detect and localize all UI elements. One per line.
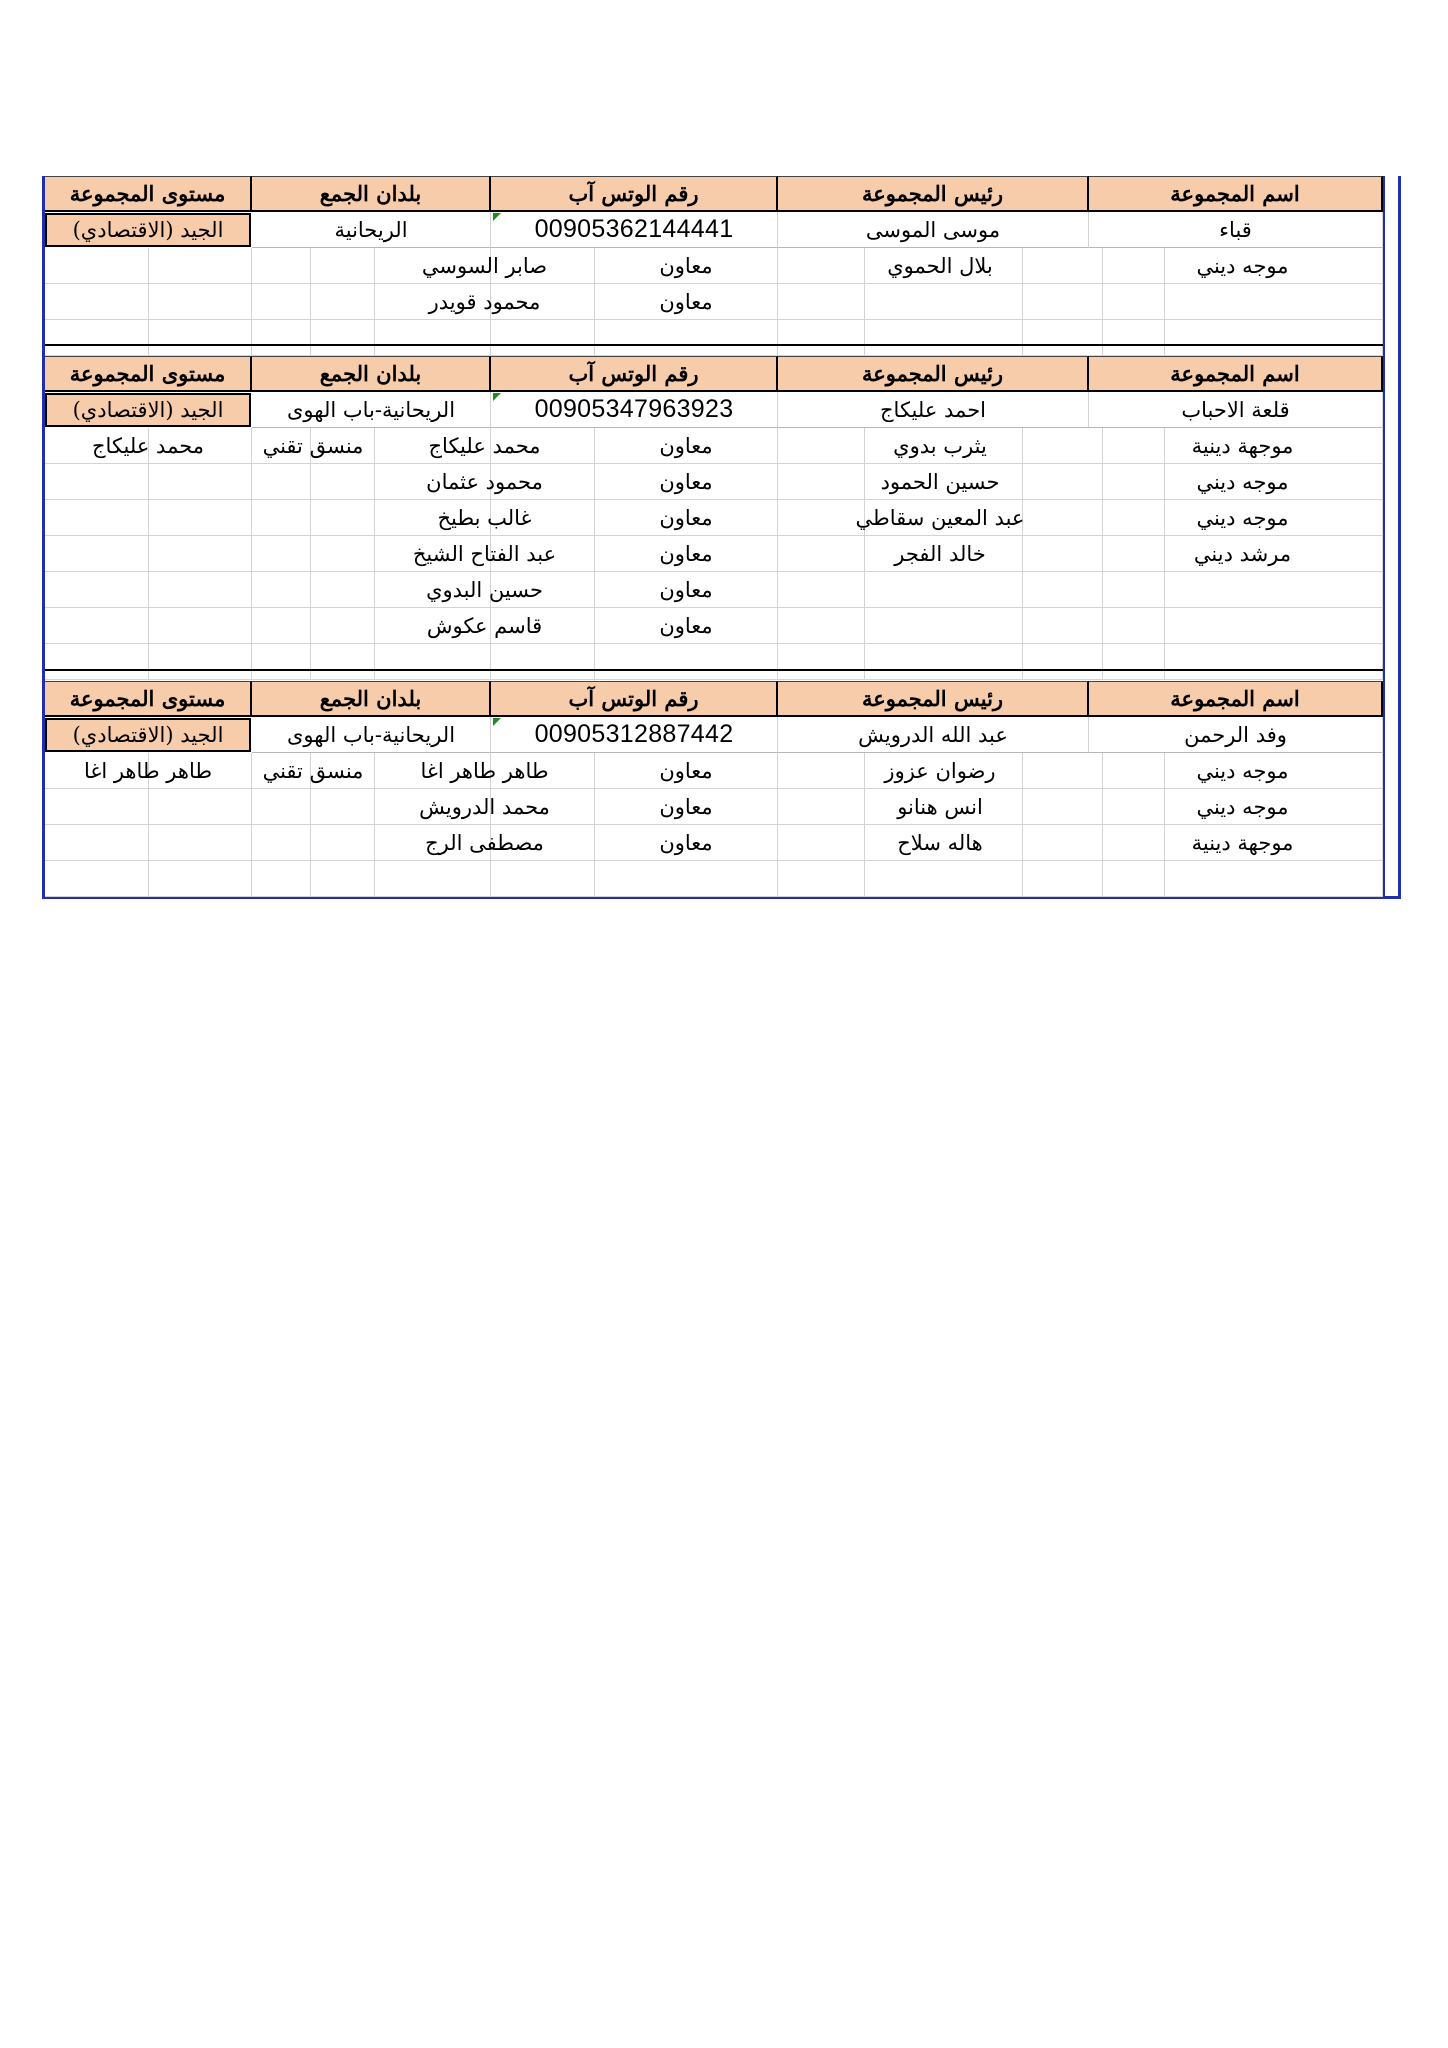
grid-cell[interactable] <box>252 608 311 644</box>
grid-cell[interactable] <box>45 320 149 356</box>
group-name[interactable]: قلعة الاحباب <box>1089 392 1383 428</box>
coordinator-role[interactable]: منسق تقني <box>252 753 375 789</box>
grid-cell[interactable] <box>149 608 252 644</box>
grid-cell[interactable] <box>1103 861 1165 897</box>
member-person[interactable]: بلال الحموي <box>778 248 1103 284</box>
cell-note-indicator <box>493 213 501 221</box>
member-person[interactable]: خالد الفجر <box>778 536 1103 572</box>
header-countries: بلدان الجمع <box>252 356 491 392</box>
header-level: مستوى المجموعة <box>45 681 252 717</box>
assistant-role[interactable]: معاون <box>595 753 778 789</box>
grid-cell[interactable] <box>252 320 311 356</box>
header-whatsapp: رقم الوتس آب <box>491 356 778 392</box>
grid-cell[interactable] <box>45 464 149 500</box>
whatsapp-number[interactable]: 00905312887442 <box>491 717 778 753</box>
member-person[interactable] <box>778 284 1103 320</box>
coordinator-role[interactable]: منسق تقني <box>252 428 375 464</box>
grid-cell[interactable] <box>149 572 252 608</box>
grid-cell[interactable] <box>1023 320 1103 356</box>
member-role[interactable]: موجه ديني <box>1103 789 1383 825</box>
member-person[interactable]: حسين الحمود <box>778 464 1103 500</box>
grid-cell[interactable] <box>311 248 375 284</box>
grid-cell[interactable] <box>252 248 311 284</box>
grid-cell[interactable] <box>311 572 375 608</box>
grid-cell[interactable] <box>149 825 252 861</box>
assistant-name[interactable]: محمد الدرويش <box>375 789 595 825</box>
collection-countries[interactable]: الريحانية <box>252 212 491 248</box>
grid-cell[interactable] <box>311 464 375 500</box>
grid-cell[interactable] <box>491 861 595 897</box>
grid-cell[interactable] <box>149 464 252 500</box>
header-level: مستوى المجموعة <box>45 176 252 212</box>
grid-cell[interactable] <box>491 644 595 680</box>
collection-countries[interactable]: الريحانية-باب الهوى <box>252 392 491 428</box>
grid-cell[interactable] <box>311 284 375 320</box>
header-whatsapp: رقم الوتس آب <box>491 176 778 212</box>
cell-note-indicator <box>493 393 501 401</box>
grid-cell[interactable] <box>595 861 778 897</box>
spreadsheet-sheet <box>42 176 1401 899</box>
header-leader: رئيس المجموعة <box>778 356 1089 392</box>
member-person[interactable]: انس هنانو <box>778 789 1103 825</box>
header-leader: رئيس المجموعة <box>778 176 1089 212</box>
member-role[interactable]: موجه ديني <box>1103 753 1383 789</box>
assistant-name[interactable]: عبد الفتاح الشيخ <box>375 536 595 572</box>
assistant-name[interactable]: طاهر طاهر اغا <box>375 753 595 789</box>
grid-cell[interactable] <box>45 789 149 825</box>
whatsapp-number[interactable]: 00905347963923 <box>491 392 778 428</box>
member-role[interactable]: موجهة دينية <box>1103 825 1383 861</box>
header-level: مستوى المجموعة <box>45 356 252 392</box>
header-whatsapp: رقم الوتس آب <box>491 681 778 717</box>
grid-cell[interactable] <box>1165 320 1383 356</box>
grid-cell[interactable] <box>149 284 252 320</box>
grid-cell[interactable] <box>311 536 375 572</box>
grid-cell[interactable] <box>252 572 311 608</box>
grid-cell[interactable] <box>1165 861 1383 897</box>
group-name[interactable]: وفد الرحمن <box>1089 717 1383 753</box>
grid-cell[interactable] <box>252 644 311 680</box>
grid-cell[interactable] <box>252 825 311 861</box>
assistant-name[interactable]: محمود قويدر <box>375 284 595 320</box>
member-role[interactable] <box>1103 572 1383 608</box>
grid-cell[interactable] <box>1165 644 1383 680</box>
grid-cell[interactable] <box>375 861 491 897</box>
collection-countries[interactable]: الريحانية-باب الهوى <box>252 717 491 753</box>
member-role[interactable]: موجهة دينية <box>1103 428 1383 464</box>
grid-cell[interactable] <box>778 861 865 897</box>
grid-cell[interactable] <box>149 536 252 572</box>
header-countries: بلدان الجمع <box>252 681 491 717</box>
grid-cell[interactable] <box>45 284 149 320</box>
grid-cell[interactable] <box>252 284 311 320</box>
grid-cell[interactable] <box>311 789 375 825</box>
member-role[interactable] <box>1103 284 1383 320</box>
member-role[interactable]: موجه ديني <box>1103 248 1383 284</box>
grid-cell[interactable] <box>311 825 375 861</box>
assistant-role[interactable]: معاون <box>595 284 778 320</box>
grid-cell[interactable] <box>149 248 252 284</box>
member-person[interactable] <box>778 572 1103 608</box>
grid-cell[interactable] <box>1023 861 1103 897</box>
grid-cell[interactable] <box>149 644 252 680</box>
grid-cell[interactable] <box>149 320 252 356</box>
member-role[interactable] <box>1103 608 1383 644</box>
grid-cell[interactable] <box>45 536 149 572</box>
grid-cell[interactable] <box>149 500 252 536</box>
grid-cell[interactable] <box>865 320 1023 356</box>
grid-cell[interactable] <box>149 789 252 825</box>
grid-cell[interactable] <box>252 861 311 897</box>
grid-cell[interactable] <box>595 644 778 680</box>
grid-cell[interactable] <box>45 861 149 897</box>
coordinator-name[interactable]: محمد عليكاج <box>45 428 252 464</box>
group-level[interactable]: الجيد (الاقتصادي) <box>45 213 251 247</box>
grid-cell[interactable] <box>252 500 311 536</box>
assistant-role[interactable]: معاون <box>595 536 778 572</box>
assistant-name[interactable]: قاسم عكوش <box>375 608 595 644</box>
grid-cell[interactable] <box>45 825 149 861</box>
assistant-name[interactable]: محمد عليكاج <box>375 428 595 464</box>
assistant-role[interactable]: معاون <box>595 789 778 825</box>
assistant-name[interactable]: غالب بطيخ <box>375 500 595 536</box>
member-person[interactable]: هاله سلاح <box>778 825 1103 861</box>
grid-cell[interactable] <box>45 248 149 284</box>
grid-cell[interactable] <box>375 320 491 356</box>
member-role[interactable]: مرشد ديني <box>1103 536 1383 572</box>
grid-cell[interactable] <box>252 789 311 825</box>
assistant-name[interactable]: محمود عثمان <box>375 464 595 500</box>
grid-cell[interactable] <box>311 644 375 680</box>
grid-cell[interactable] <box>778 320 865 356</box>
group-level[interactable]: الجيد (الاقتصادي) <box>45 718 251 752</box>
grid-cell[interactable] <box>491 320 595 356</box>
grid-cell[interactable] <box>45 644 149 680</box>
grid-cell[interactable] <box>375 644 491 680</box>
grid-cell[interactable] <box>1103 320 1165 356</box>
grid-cell[interactable] <box>252 536 311 572</box>
grid-cell[interactable] <box>45 572 149 608</box>
group-leader[interactable]: احمد عليكاج <box>778 392 1089 428</box>
grid-cell[interactable] <box>778 644 865 680</box>
sheet-right-border <box>1383 176 1385 896</box>
header-name: اسم المجموعة <box>1089 681 1383 717</box>
coordinator-name[interactable]: طاهر طاهر اغا <box>45 753 252 789</box>
group-separator <box>45 344 1383 346</box>
grid-cell[interactable] <box>1103 644 1165 680</box>
member-person[interactable]: يثرب بدوي <box>778 428 1103 464</box>
assistant-role[interactable]: معاون <box>595 500 778 536</box>
grid-cell[interactable] <box>311 861 375 897</box>
group-leader[interactable]: موسى الموسى <box>778 212 1089 248</box>
grid-cell[interactable] <box>45 500 149 536</box>
grid-cell[interactable] <box>865 644 1023 680</box>
member-role[interactable]: موجه ديني <box>1103 464 1383 500</box>
header-leader: رئيس المجموعة <box>778 681 1089 717</box>
grid-cell[interactable] <box>865 861 1023 897</box>
member-person[interactable] <box>778 608 1103 644</box>
assistant-role[interactable]: معاون <box>595 825 778 861</box>
group-name[interactable]: قباء <box>1089 212 1383 248</box>
cell-note-indicator <box>493 718 501 726</box>
group-level[interactable]: الجيد (الاقتصادي) <box>45 393 251 427</box>
header-countries: بلدان الجمع <box>252 176 491 212</box>
member-role[interactable]: موجه ديني <box>1103 500 1383 536</box>
assistant-name[interactable]: صابر السوسي <box>375 248 595 284</box>
group-leader[interactable]: عبد الله الدرويش <box>778 717 1089 753</box>
member-person[interactable]: عبد المعين سقاطي <box>778 500 1103 536</box>
grid-cell[interactable] <box>595 320 778 356</box>
grid-cell[interactable] <box>1023 644 1103 680</box>
header-name: اسم المجموعة <box>1089 176 1383 212</box>
grid-cell[interactable] <box>311 320 375 356</box>
assistant-role[interactable]: معاون <box>595 248 778 284</box>
grid-cell[interactable] <box>45 608 149 644</box>
assistant-name[interactable]: حسين البدوي <box>375 572 595 608</box>
assistant-name[interactable]: مصطفى الرج <box>375 825 595 861</box>
grid-cell[interactable] <box>149 861 252 897</box>
assistant-role[interactable]: معاون <box>595 608 778 644</box>
group-separator <box>45 669 1383 671</box>
grid-cell[interactable] <box>311 500 375 536</box>
whatsapp-number[interactable]: 00905362144441 <box>491 212 778 248</box>
grid-cell[interactable] <box>311 608 375 644</box>
header-name: اسم المجموعة <box>1089 356 1383 392</box>
assistant-role[interactable]: معاون <box>595 572 778 608</box>
member-person[interactable]: رضوان عزوز <box>778 753 1103 789</box>
assistant-role[interactable]: معاون <box>595 464 778 500</box>
grid-cell[interactable] <box>252 464 311 500</box>
assistant-role[interactable]: معاون <box>595 428 778 464</box>
